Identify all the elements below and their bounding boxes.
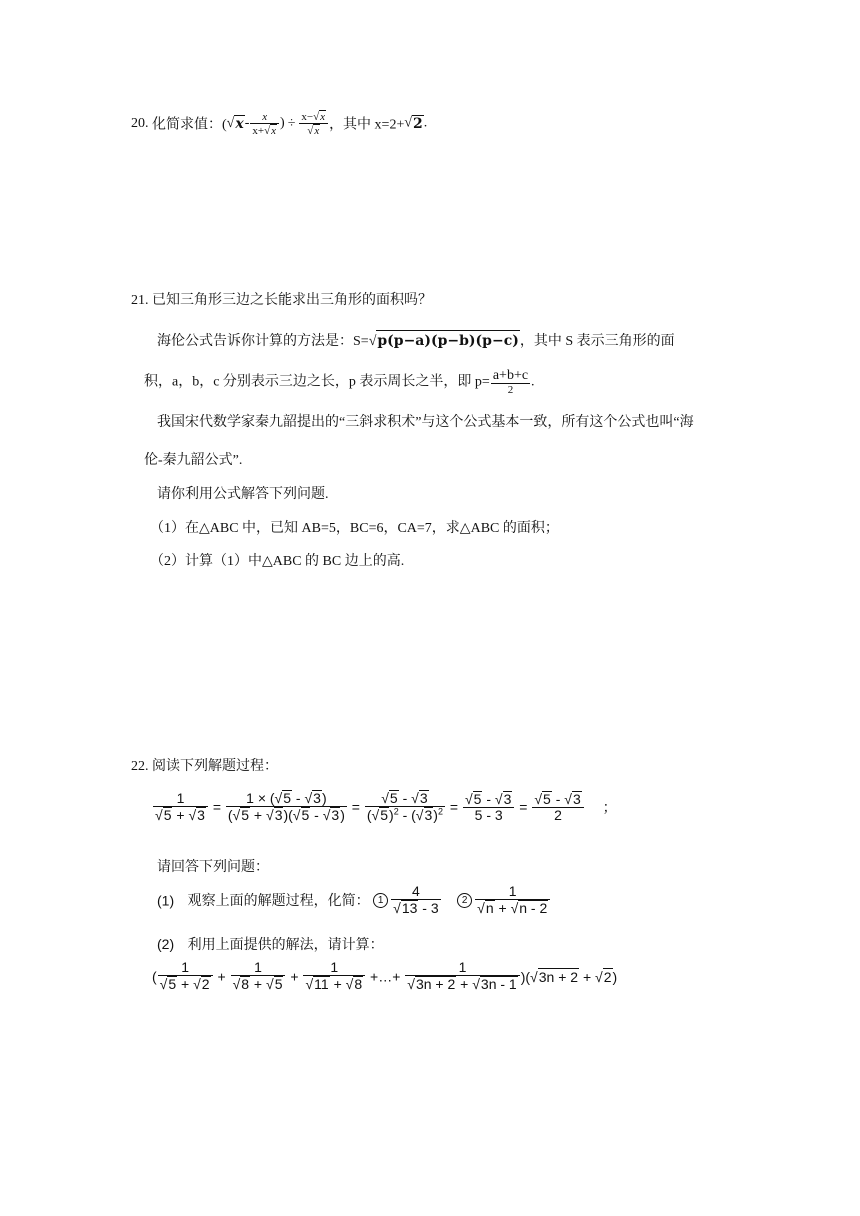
sqrt: 5 — [168, 976, 177, 993]
frac-1-over-sqrtn-plus-sqrtn-2 — [475, 884, 550, 917]
sqrt: 3 — [274, 807, 283, 824]
frac-step2 — [226, 790, 347, 824]
sqrt: n — [485, 900, 494, 917]
numerator: x — [262, 110, 268, 123]
numerator: 1 × (√5 - √3) — [246, 790, 327, 806]
semicolon: ； — [602, 798, 617, 815]
paragraph-line: 请你利用公式解答下列问题. — [157, 487, 329, 502]
sqrt-x: x — [235, 116, 244, 133]
text: 利用上面提供的解法，请计算： — [187, 938, 384, 953]
numerator: 1 — [458, 959, 467, 975]
denominator: √5 + √3 — [153, 806, 208, 823]
paragraph-line: 我国宋代数学家秦九韶提出的“三斜求积术”与这个公式基本一致，所有这个公式也叫“海 — [157, 415, 694, 430]
text: 观察上面的解题过程，化简： — [187, 894, 370, 910]
question-22-title — [131, 757, 278, 777]
numerator: √5 - √3 — [381, 790, 428, 806]
worked-example — [152, 790, 617, 846]
numerator: 4 — [411, 883, 420, 899]
plus: + — [217, 968, 226, 985]
semi-perimeter-line — [144, 368, 535, 404]
numerator: 1 — [254, 959, 262, 975]
sqrt: 5 — [163, 806, 172, 823]
sub-question-2: （2）计算（1）中△ABC 的 BC 边上的高. — [150, 554, 405, 569]
text: 海伦公式告诉你计算的方法是：S= — [157, 334, 369, 349]
sqrt: 3 — [419, 790, 428, 806]
sqrt: 3 — [331, 807, 340, 824]
numerator: √5 - √3 — [534, 790, 581, 807]
den-sqrt: x — [271, 124, 277, 137]
term-2 — [231, 960, 286, 993]
numerator: a+b+c — [492, 368, 529, 383]
denominator: √11 + √8 — [303, 975, 365, 992]
numerator: 1 — [176, 789, 185, 806]
sqrt: 5 — [241, 807, 250, 824]
denominator: √3n + 2 + √3n - 1 — [405, 975, 519, 992]
denominator: (√5 + √3)(√5 - √3) — [227, 807, 345, 824]
denominator: $(√5)^2 - (√3)^2$ — [366, 806, 443, 824]
label: (2) — [157, 936, 175, 952]
circled-number: 2 — [457, 893, 472, 908]
radical-sign: √ — [368, 334, 377, 349]
label: (1) — [157, 892, 175, 909]
radical-sign: √ — [226, 115, 235, 131]
text: ，其中 S 表示三角形的面 — [519, 334, 675, 349]
sqrt: 2 — [201, 976, 210, 993]
sub-question-1 — [157, 884, 551, 926]
frac-step5 — [532, 791, 583, 824]
text: 1 × ( — [246, 790, 275, 806]
heron-formula-line — [157, 330, 675, 352]
minus: - — [244, 115, 250, 131]
numerator: √5 - √3 — [464, 790, 512, 807]
sum-expression — [152, 960, 617, 1008]
sqrt: 3 — [197, 806, 205, 823]
equals: = — [449, 798, 459, 815]
paren-close: ) — [280, 115, 285, 131]
answer-prompt: 请回答下列问题： — [157, 860, 269, 875]
fraction-semi-perimeter — [491, 368, 530, 396]
sub-question-2 — [157, 934, 384, 956]
denominator: 2 — [491, 383, 530, 396]
equals: = — [212, 798, 221, 815]
frac-4-over-sqrt13-minus-3 — [391, 884, 441, 917]
numerator: 1 — [181, 959, 190, 975]
question-text: 阅读下列解题过程： — [152, 759, 278, 774]
equals: = — [351, 798, 360, 815]
text: . — [531, 374, 535, 390]
sqrt: 5 — [274, 976, 283, 993]
den-text: x+ — [252, 124, 265, 137]
denominator: √13 - 3 — [393, 900, 439, 917]
paren: ( — [152, 968, 157, 985]
radical-sign: √ — [404, 115, 413, 131]
denominator: √8 + √5 — [231, 975, 286, 992]
denominator: 2 — [532, 807, 583, 823]
heron-radicand: p(p−a)(p−b)(p−c) — [376, 330, 519, 351]
sqrt: 11 — [314, 976, 329, 993]
text: 积，a，b，c 分别表示三边之长，p 表示周长之半，即 p= — [144, 374, 490, 390]
sqrt: 5 — [389, 790, 398, 806]
denominator: x+√x — [250, 123, 279, 137]
sqrt: 5 — [473, 790, 482, 807]
frac-step3 — [365, 790, 445, 824]
sqrt: 2 — [603, 968, 612, 985]
sqrt: 3 — [424, 807, 433, 824]
denominator: √5 + √2 — [158, 975, 213, 992]
question-text: 已知三角形三边之长能求出三角形的面积吗？ — [152, 293, 432, 308]
period: . — [423, 115, 428, 131]
sqrt: 5 — [543, 790, 551, 807]
den-sqrt: x — [314, 125, 320, 138]
sqrt: 5 — [380, 807, 389, 824]
num-sqrt: x — [320, 111, 326, 123]
sqrt: 8 — [354, 976, 363, 993]
term-3 — [303, 960, 365, 993]
question-number: 21. — [131, 293, 149, 308]
denominator: √n + √n - 2 — [475, 899, 550, 916]
denominator: 5 - 3 — [463, 807, 514, 823]
sqrt: 3n - 1 — [480, 976, 517, 993]
question-number: 20. — [131, 115, 149, 131]
plus: + — [290, 968, 299, 985]
numerator: 1 — [330, 959, 339, 975]
sqrt-2: 2 — [413, 116, 423, 133]
sqrt: 3 — [313, 790, 321, 806]
sub-question-1: （1）在△ABC 中，已知 AB=5，BC=6，CA=7，求△ABC 的面积； — [150, 521, 559, 536]
numerator: x−√x — [301, 111, 326, 123]
equals: = — [519, 798, 528, 815]
denominator: √x — [299, 123, 328, 137]
question-20 — [131, 110, 427, 150]
condition-text: ，其中 x=2+ — [329, 117, 405, 133]
frac-step4 — [463, 791, 514, 824]
circled-number: 1 — [373, 893, 388, 908]
divide-sign: ÷ — [287, 115, 296, 131]
sqrt: 5 — [283, 790, 292, 806]
multiplier: )(√3n + 2 + √2) — [520, 968, 618, 985]
fraction-x-over-x-plus-sqrtx — [250, 111, 279, 137]
text: - 3 — [418, 900, 439, 917]
sqrt: n - 2 — [519, 900, 548, 917]
question-21-title — [131, 291, 432, 311]
question-number: 22. — [131, 759, 149, 774]
frac-step1 — [153, 791, 208, 824]
paragraph-line: 伦-秦九韶公式”. — [144, 453, 243, 468]
term-1 — [158, 960, 213, 993]
question-text: 化简求值：( — [152, 117, 227, 133]
num-text: x− — [301, 111, 314, 123]
sqrt: 3n + 2 — [415, 976, 456, 993]
sqrt: 3n + 2 — [538, 968, 579, 985]
fraction-x-minus-sqrtx-over-sqrtx — [299, 110, 328, 137]
sqrt: 3 — [503, 790, 512, 807]
sqrt: 5 — [301, 807, 310, 824]
ellipsis: +…+ — [370, 968, 401, 985]
sqrt: 13 — [401, 900, 418, 917]
sqrt: 3 — [572, 790, 581, 807]
term-n — [405, 960, 519, 993]
sqrt: 8 — [241, 976, 250, 993]
numerator: 1 — [508, 883, 517, 899]
